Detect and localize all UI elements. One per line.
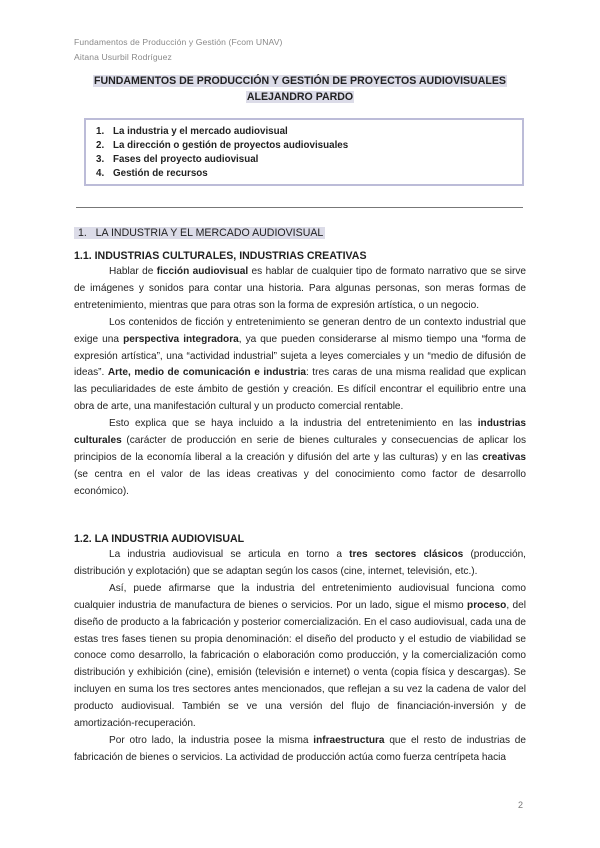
paragraph: Por otro lado, la industria posee la misma infraestructura que el resto de industrias de fabricación de bienes o servicios. La actividad de producción actúa como fuerza centrípeta hacia <box>74 734 526 763</box>
toc-item-label: Fases del proyecto audiovisual <box>113 154 259 165</box>
toc-item <box>96 154 258 165</box>
section-heading-text: 1. LA INDUSTRIA Y EL MERCADO AUDIOVISUAL <box>74 227 325 239</box>
toc-item-number: 2. <box>96 140 105 151</box>
document-title-text: FUNDAMENTOS DE PRODUCCIÓN Y GESTIÓN DE PROYECTOS AUDIOVISUALES <box>93 75 507 87</box>
toc-item-label: La industria y el mercado audiovisual <box>113 126 288 137</box>
paragraph: La industria audiovisual se articula en torno a tres sectores clásicos (producción, distribución y explotación) que se adaptan según los casos (cine, internet, televisión, etc.). <box>74 549 526 577</box>
toc-item-number: 1. <box>96 126 105 137</box>
subsection-heading-1-2: 1.2. LA INDUSTRIA AUDIOVISUAL <box>74 533 245 545</box>
toc-item-number: 4. <box>96 168 105 179</box>
subsection-body-1-1 <box>74 264 526 501</box>
paragraph: Esto explica que se haya incluido a la industria del entretenimiento en las industrias culturales (carácter de producción en serie de bienes culturales y consecuencias de aplicar los principios de la economía liberal a la creación y difusión del arte y las culturas) y en las creativas (se centra en el valor de las ideas creativas y del conocimiento como factor de desarrollo económico). <box>74 418 526 497</box>
toc-item <box>96 140 348 151</box>
running-header-course: Fundamentos de Producción y Gestión (Fcom UNAV) <box>74 37 283 47</box>
toc-item <box>96 126 288 137</box>
paragraph: Los contenidos de ficción y entretenimiento se generan dentro de un contexto industrial que exige una perspectiva integradora, ya que pueden considerarse al mismo tiempo una “forma de expresión artística”, una “actividad industrial” sujeta a leyes comerciales y un “medio de difusión de ideas”. Arte, medio de comunicación e industria: tres caras de una misma realidad que explican las peculiaridades de este ámbito de gestión y creación. Es difícil encontrar el equilibrio entre una obra de arte, una manifestación cultural y un producto comercial rentable. <box>74 316 526 413</box>
table-of-contents <box>84 118 524 186</box>
horizontal-divider <box>76 207 523 208</box>
toc-item <box>96 168 208 179</box>
page-number: 2 <box>518 800 524 810</box>
paragraph: Hablar de ficción audiovisual es hablar de cualquier tipo de formato narrativo que se sirve de imágenes y sonidos para contar una historia. Para algunas personas, son meras formas de entretenimiento, mientras que para otras son la forma de expresión artística, o un negocio. <box>74 266 526 311</box>
document-title <box>0 75 600 87</box>
section-heading <box>74 225 325 241</box>
document-author-title <box>0 91 600 103</box>
running-header-author: Aitana Usurbil Rodríguez <box>74 52 172 62</box>
toc-item-label: La dirección o gestión de proyectos audiovisuales <box>113 140 349 151</box>
toc-item-label: Gestión de recursos <box>113 168 208 179</box>
toc-item-number: 3. <box>96 154 105 165</box>
subsection-body-1-2 <box>74 547 526 767</box>
document-author-text: ALEJANDRO PARDO <box>246 91 354 103</box>
subsection-heading-1-1: 1.1. INDUSTRIAS CULTURALES, INDUSTRIAS CREATIVAS <box>74 250 367 262</box>
paragraph: Así, puede afirmarse que la industria del entretenimiento audiovisual funciona como cualquier industria de manufactura de bienes o servicios. Por un lado, sigue el mismo proceso, del diseño de producto a la fabricación y posterior comercialización. En el caso audiovisual, cada una de estas tres fases tienen su propia denominación: el diseño del producto y el estudio de viabilidad se conoce como desarrollo, la fabricación o elaboración como producción, y la comercialización como distribución y exhibición (cine), emisión (televisión e internet) o venta (copia física y descargas). Se incluyen en suma los tres sectores antes mencionados, que reflejan a su vez la cadena de valor del producto audiovisual. También se ve una versión del flujo de financiación-inversión y de amortización-recuperación. <box>74 582 526 730</box>
